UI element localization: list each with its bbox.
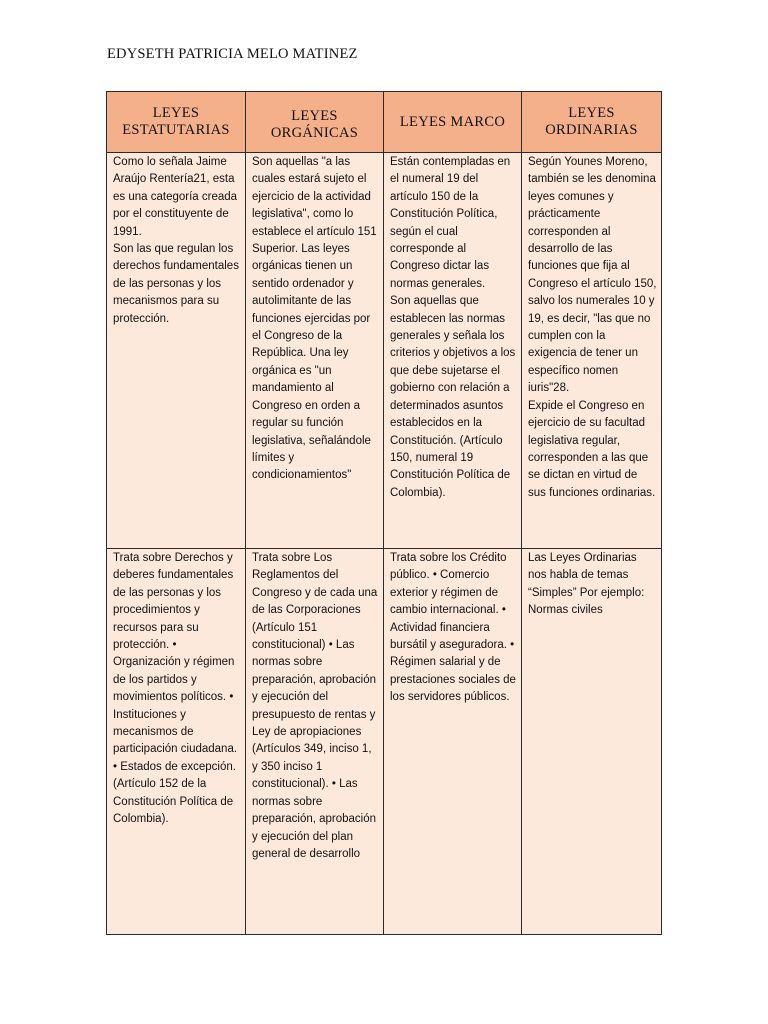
author-name: EDYSETH PATRICIA MELO MATINEZ (107, 46, 358, 62)
cell-organicas-definition: Son aquellas "a las cuales estará sujeto el ejercicio de la actividad legislativa", como lo establece el artículo 151 Superior. Las leyes orgánicas tienen un sentido ordenador y autolimitante de las funciones ejercidas por el Congreso de la República. Una ley orgánica es "un mandamiento al Congreso en orden a regular su función legislativa, señalándole límites y condicionamientos" (246, 153, 384, 549)
cell-marco-definition: Están contempladas en el numeral 19 del artículo 150 de la Constitución Política, según el cual corresponde al Congreso dictar las normas generales. Son aquellas que establecen las normas generales y señala los criterios y objetivos a los que debe sujetarse el gobierno con relación a determinados asuntos establecidos en la Constitución. (Artículo 150, numeral 19 Constitución Política de Colombia). (384, 153, 522, 549)
cell-estatutarias-definition: Como lo señala Jaime Araújo Rentería21, esta es una categoría creada por el constituyente de 1991. Son las que regulan los derechos fundamentales de las personas y los mecanismos para su protección. (107, 153, 246, 549)
header-leyes-ordinarias: LEYES ORDINARIAS (522, 92, 662, 153)
header-leyes-estatutarias: LEYES ESTATUTARIAS (107, 92, 246, 153)
cell-ordinarias-topics: Las Leyes Ordinarias nos habla de temas “Simples” Por ejemplo: Normas civiles (522, 549, 662, 935)
table-header-row (107, 92, 662, 153)
laws-comparison-table (106, 91, 662, 935)
header-leyes-marco: LEYES MARCO (384, 92, 522, 153)
table-row-definition (107, 153, 662, 549)
cell-estatutarias-topics: Trata sobre Derechos y deberes fundamentales de las personas y los procedimientos y recursos para su protección. • Organización y régimen de los partidos y movimientos políticos. • Instituciones y mecanismos de participación ciudadana. • Estados de excepción. (Artículo 152 de la Constitución Política de Colombia). (107, 549, 246, 935)
table-row-topics (107, 549, 662, 935)
cell-marco-topics: Trata sobre los Crédito público. • Comercio exterior y régimen de cambio internacional. • Actividad financiera bursátil y aseguradora. • Régimen salarial y de prestaciones sociales de los servidores públicos. (384, 549, 522, 935)
cell-organicas-topics: Trata sobre Los Reglamentos del Congreso y de cada una de las Corporaciones (Artículo 151 constitucional) • Las normas sobre preparación, aprobación y ejecución del presupuesto de rentas y Ley de apropiaciones (Artículos 349, inciso 1, y 350 inciso 1 constitucional). • Las normas sobre preparación, aprobación y ejecución del plan general de desarrollo (246, 549, 384, 935)
header-leyes-organicas: LEYES ORGÁNICAS (246, 92, 384, 153)
cell-ordinarias-definition: Según Younes Moreno, también se les denomina leyes comunes y prácticamente corresponden al desarrollo de las funciones que fija al Congreso el artículo 150, salvo los numerales 10 y 19, es decir, "las que no cumplen con la exigencia de tener un específico nomen iuris"28. Expide el Congreso en ejercicio de su facultad legislativa regular, corresponden a las que se dictan en virtud de sus funciones ordinarias. (522, 153, 662, 549)
